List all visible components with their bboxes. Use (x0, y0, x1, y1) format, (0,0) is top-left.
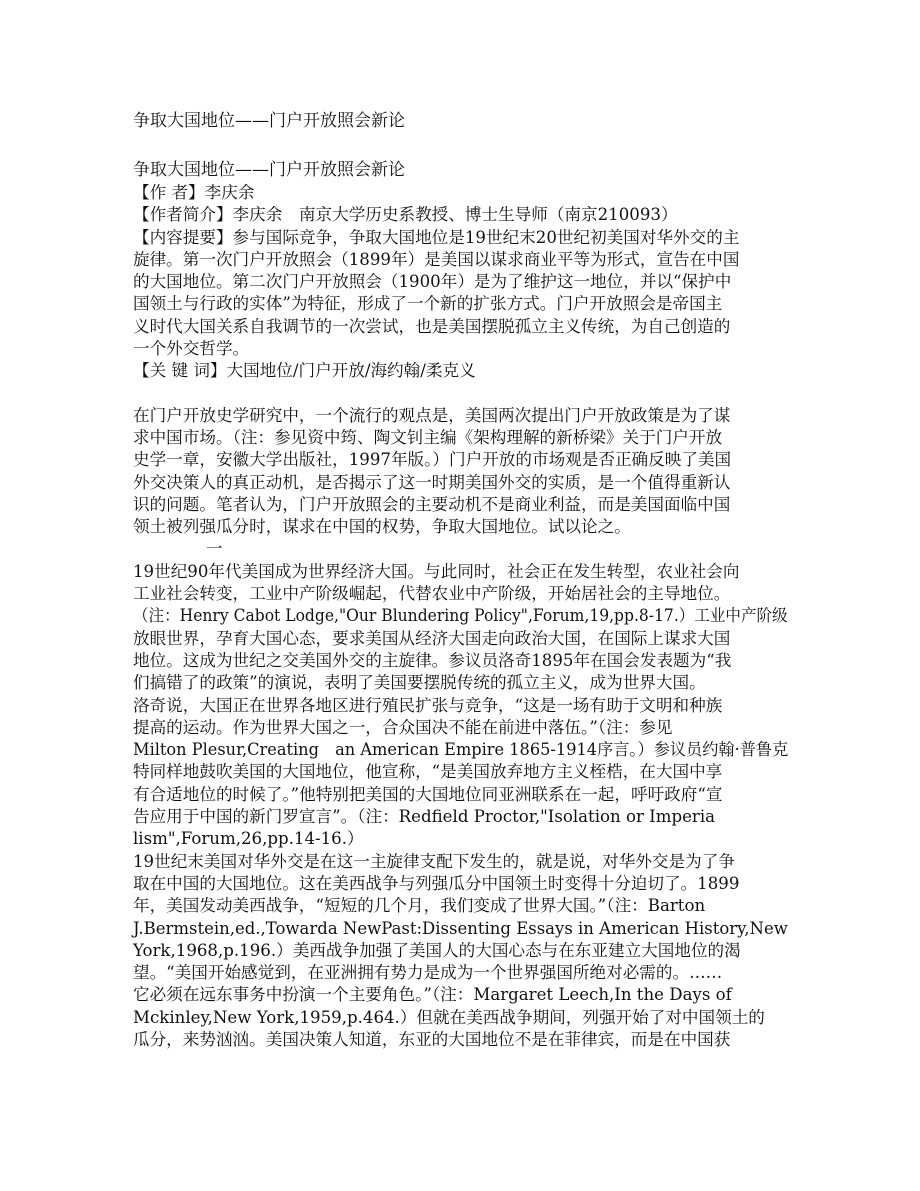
article-meta (133, 182, 788, 383)
text-line: 们搞错了的政策”的演说，表明了美国要摆脱传统的孤立主义，成为世界大国。 (133, 673, 706, 693)
text-line: 地位。这成为世纪之交美国外交的主旋律。参议员洛奇1895年在国会发表题为“我 (133, 650, 732, 670)
text-line: 放眼世界，孕育大国心态，要求美国从经济大国走向政治大国，在国际上谋求大国 (133, 628, 731, 648)
section-number: 一 (206, 539, 223, 559)
text-line: 年，美国发动美西战争，“短短的几个月，我们变成了世界大国。”（注：Barton (133, 896, 706, 916)
text-line: （注：Henry Cabot Lodge,"Our Blundering Policy",Forum,19,pp.8-17.）工业中产阶级 (133, 606, 788, 626)
meta-keywords: 【关 键 词】大国地位/门户开放/海约翰/柔克义 (133, 361, 476, 381)
text-line: 洛奇说，大国正在世界各地区进行殖民扩张与竞争，“这是一场有助于文明和种族 (133, 695, 723, 715)
text-line: 提高的运动。作为世界大国之一，合众国决不能在前进中落伍。”（注：参见 (133, 717, 673, 737)
text-line: York,1968,p.196.）美西战争加强了美国人的大国心态与在东亚建立大国地位的渴 (133, 940, 741, 960)
text-line: 特同样地鼓吹美国的大国地位，他宣称，“是美国放弃地方主义桎梏，在大国中享 (133, 762, 723, 782)
text-line: 取在中国的大国地位。这在美西战争与列强瓜分中国领土时变得十分迫切了。1899 (133, 873, 740, 893)
meta-abstract-line: 的大国地位。第二次门户开放照会（1900年）是为了维护这一地位，并以“保护中 (133, 272, 732, 292)
meta-abstract-line: 【内容提要】参与国际竞争，争取大国地位是19世纪末20世纪初美国对华外交的主 (133, 227, 740, 247)
text-line: 领土被列强瓜分时，谋求在中国的权势，争取大国地位。试以论之。 (133, 517, 631, 537)
text-line: 求中国市场。（注：参见资中筠、陶文钊主编《架构理解的新桥梁》关于门户开放 (133, 427, 723, 447)
text-line: 瓜分，来势汹汹。美国决策人知道，东亚的大国地位不是在菲律宾，而是在中国获 (133, 1029, 731, 1049)
text-line: 它必须在远东事务中扮演一个主要角色。”（注：Margaret Leech,In the Days of (133, 985, 732, 1005)
body-text (133, 561, 788, 1052)
text-line: J.Bermstein,ed.,Towarda NewPast:Dissenting Essays in American History,New (133, 918, 788, 938)
meta-author-bio: 【作者简介】李庆余 南京大学历史系教授、博士生导师（南京210093） (133, 205, 678, 225)
text-line: 望。“美国开始感觉到，在亚洲拥有势力是成为一个世界强国所绝对必需的。…… (133, 963, 723, 983)
header-title: 争取大国地位——门户开放照会新论 (133, 111, 405, 131)
meta-abstract-line: 义时代大国关系自我调节的一次尝试，也是美国摆脱孤立主义传统，为自己创造的 (133, 316, 731, 336)
text-line: 19世纪末美国对华外交是在这一主旋律支配下发生的，就是说，对华外交是为了争 (133, 851, 735, 871)
text-line: 史学一章，安徽大学出版社，1997年版。）门户开放的市场观是否正确反映了美国 (133, 450, 732, 470)
meta-abstract-line: 旋律。第一次门户开放照会（1899年）是美国以谋求商业平等为形式，宣告在中国 (133, 249, 740, 269)
meta-author: 【作 者】李庆余 (133, 183, 255, 202)
text-line: 有合适地位的时候了。”他特别把美国的大国地位同亚洲联系在一起，呼吁政府“宣 (133, 784, 723, 804)
text-line: 外交决策人的真正动机，是否揭示了这一时期美国外交的实质，是一个值得重新认 (133, 472, 731, 492)
article-title: 争取大国地位——门户开放照会新论 (133, 160, 405, 180)
text-line: lism",Forum,26,pp.14-16.） (133, 829, 364, 849)
meta-abstract-line: 国领土与行政的实体”为特征，形成了一个新的扩张方式。门户开放照会是帝国主 (133, 294, 723, 314)
meta-abstract-line: 一个外交哲学。 (133, 339, 250, 359)
text-line: Mckinley,New York,1959,p.464.）但就在美西战争期间，列强开始了对中国领土的 (133, 1007, 765, 1027)
text-line: 在门户开放史学研究中，一个流行的观点是，美国两次提出门户开放政策是为了谋 (133, 405, 731, 425)
intro-paragraph (133, 405, 788, 539)
text-line: 识的问题。笔者认为，门户开放照会的主要动机不是商业利益，而是美国面临中国 (133, 494, 731, 514)
text-line: 工业社会转变，工业中产阶级崛起，代替农业中产阶级，开始居社会的主导地位。 (133, 584, 731, 604)
text-line: 19世纪90年代美国成为世界经济大国。与此同时，社会正在发生转型，农业社会向 (133, 561, 740, 581)
text-line: 告应用于中国的新门罗宣言”。（注：Redfield Proctor,"Isolation or Imperia (133, 807, 716, 827)
document-page (133, 100, 788, 1051)
text-line: Milton Plesur,Creating an American Empire 1865-1914序言。）参议员约翰·普鲁克 (133, 740, 789, 760)
